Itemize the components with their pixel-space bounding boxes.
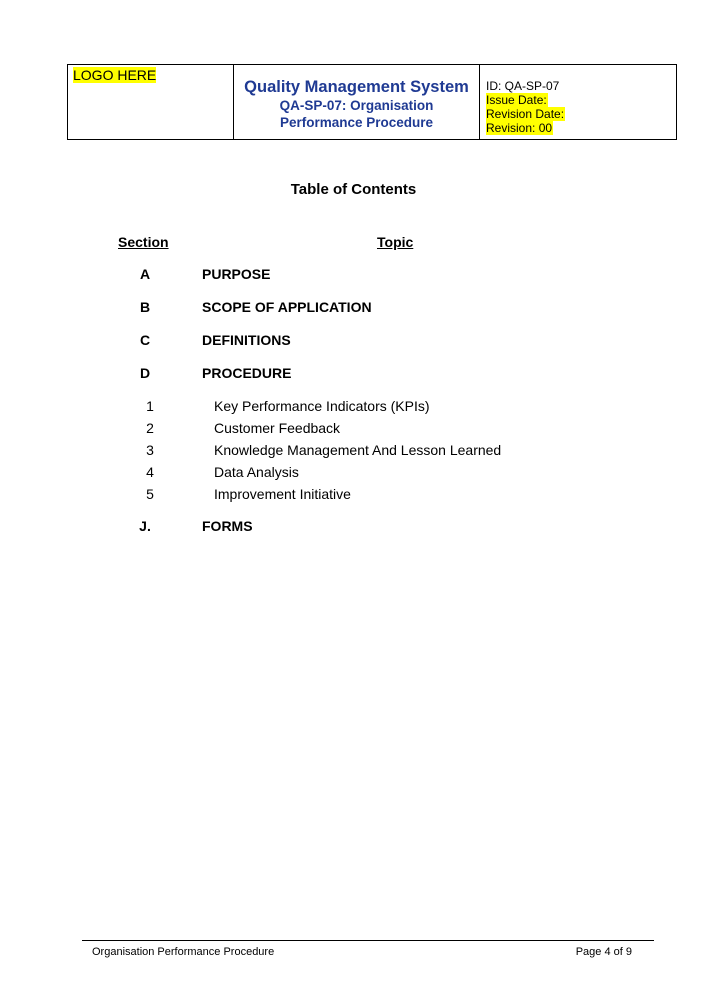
section-id: D — [139, 365, 151, 381]
revision-number: Revision: 00 — [486, 121, 553, 135]
footer-page-number: Page 4 of 9 — [575, 946, 632, 958]
topic-column-header: Topic — [377, 234, 414, 250]
subsection-number: 3 — [146, 442, 154, 458]
procedure-title-line2: Performance Procedure — [279, 115, 434, 130]
toc-title: Table of Contents — [290, 181, 417, 198]
section-topic: DEFINITIONS — [202, 332, 291, 348]
revision-date: Revision Date: — [486, 107, 565, 121]
section-topic: FORMS — [202, 518, 253, 534]
section-column-header: Section — [118, 234, 169, 250]
footer-divider — [82, 940, 654, 941]
logo-cell — [68, 65, 234, 139]
issue-date: Issue Date: — [486, 93, 547, 107]
section-id: J. — [139, 518, 151, 534]
section-topic: PURPOSE — [202, 266, 271, 282]
title-cell — [234, 65, 480, 139]
subsection-number: 5 — [146, 486, 154, 502]
subsection-topic: Data Analysis — [214, 464, 299, 480]
subsection-topic: Improvement Initiative — [214, 486, 351, 502]
section-id: A — [139, 266, 151, 282]
subsection-topic: Knowledge Management And Lesson Learned — [214, 442, 502, 458]
section-id: B — [139, 299, 151, 315]
footer-document-name: Organisation Performance Procedure — [92, 946, 275, 958]
subsection-number: 4 — [146, 464, 154, 480]
section-topic: SCOPE OF APPLICATION — [202, 299, 372, 315]
header-table — [67, 64, 677, 140]
document-meta-cell — [480, 65, 676, 139]
subsection-topic: Customer Feedback — [214, 420, 341, 436]
procedure-title-line1: QA-SP-07: Organisation — [279, 98, 434, 113]
section-id: C — [139, 332, 151, 348]
logo-placeholder: LOGO HERE — [73, 67, 157, 83]
subsection-topic: Key Performance Indicators (KPIs) — [214, 398, 430, 414]
document-id: ID: QA-SP-07 — [486, 79, 560, 93]
subsection-number: 2 — [146, 420, 154, 436]
subsection-number: 1 — [146, 398, 154, 414]
section-topic: PROCEDURE — [202, 365, 292, 381]
system-title: Quality Management System — [244, 78, 469, 96]
